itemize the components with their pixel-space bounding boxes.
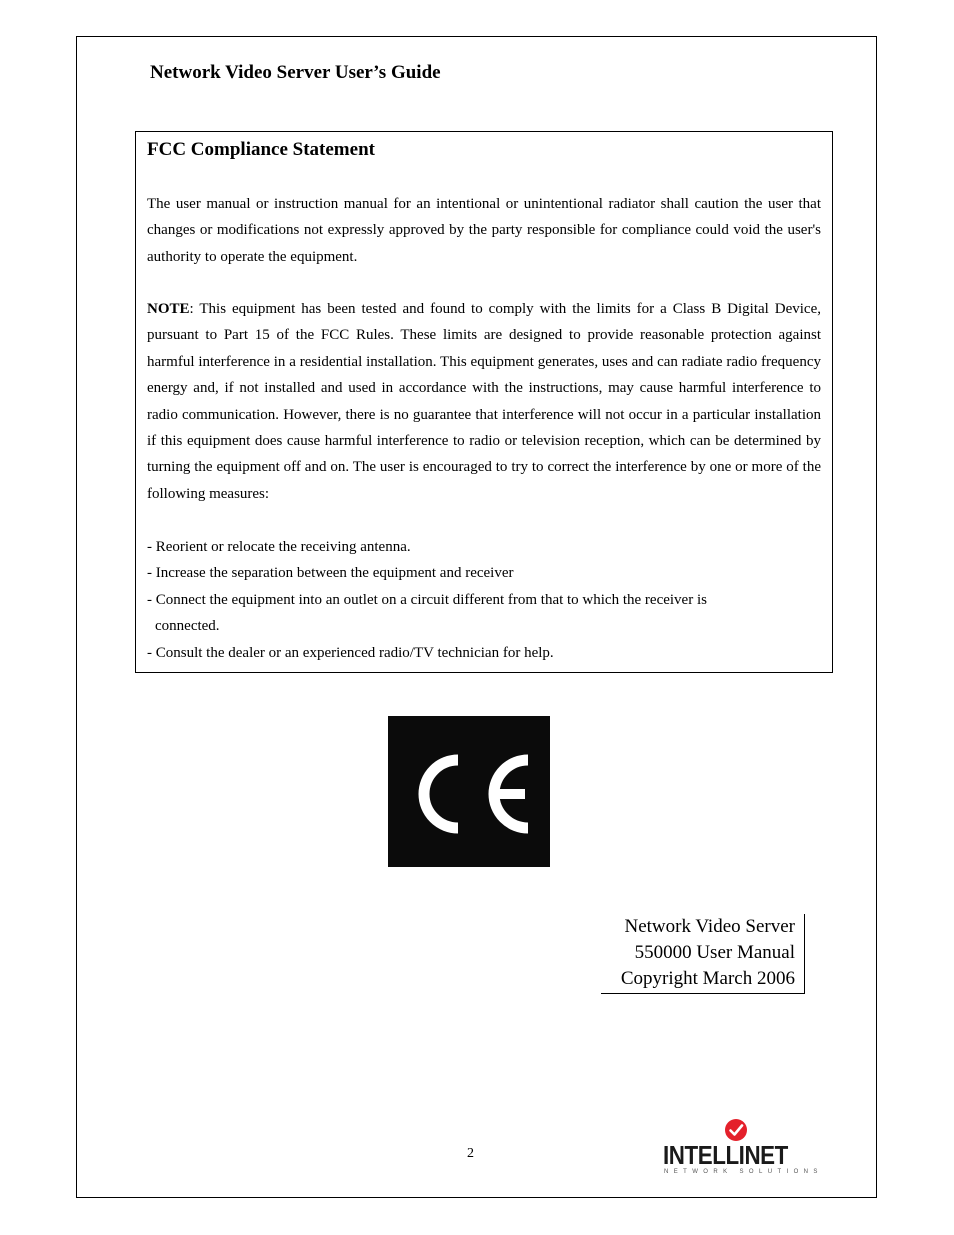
list-item: - Reorient or relocate the receiving antenna. <box>147 539 411 555</box>
intellinet-logo <box>660 1118 823 1180</box>
logo-wordmark: INTELLINET <box>663 1140 788 1170</box>
manual-info-copyright: Copyright March 2006 <box>620 968 795 989</box>
note-label: NOTE <box>147 301 190 317</box>
note-text: : This equipment has been tested and found to comply with the limits for a Class B Digital Device, pursuant to Part 15 of the FCC Rules. These limits are designed to provide reasonable protection against harmful interference in a residential installation. This equipment generates, uses and can radiate radio frequency energy and, if not installed and used in accordance with the instructions, may cause harmful interference to radio communication. However, there is no guarantee that interference will not occur in a particular installation if this equipment does cause harmful interference to radio or television reception, which can be determined by turning the equipment off and on. The user is encouraged to try to correct the interference by one or more of the following measures: <box>147 301 821 502</box>
checkmark-badge-icon <box>724 1118 748 1142</box>
interference-measures-list <box>147 534 821 666</box>
fcc-title: FCC Compliance Statement <box>147 139 375 160</box>
manual-info-model: 550000 User Manual <box>634 942 795 963</box>
page-header-title: Network Video Server User’s Guide <box>150 62 441 83</box>
list-item: connected. <box>155 618 220 635</box>
logo-tagline: NETWORK SOLUTIONS <box>664 1169 823 1175</box>
manual-info-product: Network Video Server <box>624 916 795 937</box>
page-number: 2 <box>467 1146 474 1161</box>
fcc-paragraph-caution: The user manual or instruction manual for an intentional or unintentional radiator shall caution the user that changes or modifications not expressly approved by the party responsible for compliance could void the user's authority to operate the equipment. <box>147 196 821 265</box>
list-item: - Increase the separation between the equipment and receiver <box>147 565 514 582</box>
fcc-paragraph-note <box>147 296 821 507</box>
manual-info-box <box>601 914 805 994</box>
list-item: - Consult the dealer or an experienced radio/TV technician for help. <box>147 644 554 661</box>
ce-mark-icon <box>388 716 550 867</box>
list-item: - Connect the equipment into an outlet on a circuit different from that to which the receiver is <box>147 591 707 608</box>
